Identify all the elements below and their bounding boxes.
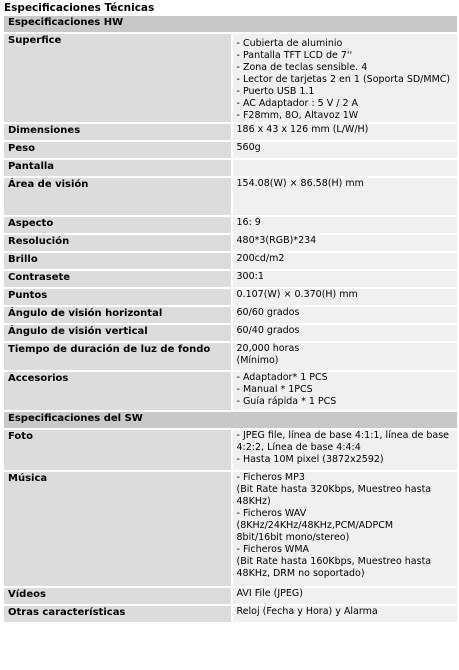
value-line: - Ficheros WMA bbox=[236, 544, 310, 555]
row-label-puntos: Puntos bbox=[4, 289, 231, 305]
row-value-videos: AVI File (JPEG) bbox=[231, 588, 458, 604]
row-label-musica: Música bbox=[4, 472, 231, 586]
section-title-hw: Especificaciones HW bbox=[4, 16, 457, 32]
row-label-aspecto: Aspecto bbox=[4, 217, 231, 233]
row-value-brillo: 200cd/m2 bbox=[231, 253, 458, 269]
row-value-angulo-horizontal: 60/60 grados bbox=[231, 307, 458, 323]
value-line: 20,000 horas bbox=[236, 343, 300, 354]
table-row bbox=[4, 325, 457, 341]
row-value-aspecto: 16: 9 bbox=[231, 217, 458, 233]
row-label-area: Área de visión bbox=[4, 178, 231, 215]
value-line: (Bit Rate hasta 160Kbps, Muestreo hasta bbox=[236, 556, 432, 567]
row-label-angulo-vertical: Ángulo de visión vertical bbox=[4, 325, 231, 341]
value-line: 48KHz) bbox=[236, 496, 271, 507]
list-item: - AC Adaptador : 5 V / 2 A bbox=[236, 98, 359, 109]
section-title-sw: Especificaciones del SW bbox=[4, 412, 457, 428]
list-item: - Zona de teclas sensible. 4 bbox=[236, 62, 368, 73]
section-row-sw bbox=[4, 412, 457, 428]
value-line: (Bit Rate hasta 320Kbps, Muestreo hasta bbox=[236, 484, 432, 495]
row-value-pantalla bbox=[231, 160, 458, 176]
row-label-otras: Otras características bbox=[4, 606, 231, 622]
row-value-foto bbox=[231, 430, 458, 470]
row-value-puntos: 0.107(W) × 0.370(H) mm bbox=[231, 289, 458, 305]
table-row bbox=[4, 430, 457, 470]
table-row bbox=[4, 124, 457, 140]
row-value-musica bbox=[231, 472, 458, 586]
list-item: - Puerto USB 1.1 bbox=[236, 86, 315, 97]
row-label-videos: Vídeos bbox=[4, 588, 231, 604]
row-value-otras: Reloj (Fecha y Hora) y Alarma bbox=[231, 606, 458, 622]
row-label-foto: Foto bbox=[4, 430, 231, 470]
table-row bbox=[4, 289, 457, 305]
row-value-contrasete: 300:1 bbox=[231, 271, 458, 287]
table-row bbox=[4, 235, 457, 251]
row-label-angulo-horizontal: Ángulo de visión horizontal bbox=[4, 307, 231, 323]
table-row bbox=[4, 372, 457, 410]
list-item: - Adaptador* 1 PCS bbox=[236, 372, 328, 383]
row-value-dimensiones: 186 x 43 x 126 mm (L/W/H) bbox=[231, 124, 458, 140]
table-row bbox=[4, 160, 457, 176]
list-item: - Pantalla TFT LCD de 7'' bbox=[236, 50, 353, 61]
value-line: - JPEG file, línea de base 4:1:1, línea de base bbox=[236, 430, 450, 441]
list-item: - Cubierta de aluminio bbox=[236, 38, 343, 49]
row-label-resolucion: Resolución bbox=[4, 235, 231, 251]
row-label-dimensiones: Dimensiones bbox=[4, 124, 231, 140]
row-value-area: 154.08(W) × 86.58(H) mm bbox=[231, 178, 458, 215]
page-title: Especificaciones Técnicas bbox=[4, 2, 155, 14]
table-row bbox=[4, 588, 457, 604]
list-item: - Manual * 1PCS bbox=[236, 384, 313, 395]
value-line: (8KHz/24KHz/48KHz,PCM/ADPCM bbox=[236, 520, 394, 531]
table-row bbox=[4, 343, 457, 370]
section-row-hw bbox=[4, 16, 457, 32]
row-label-superficie: Superfice bbox=[4, 34, 231, 122]
row-value-resolucion: 480*3(RGB)*234 bbox=[231, 235, 458, 251]
value-line: - Hasta 10M pixel (3872x2592) bbox=[236, 454, 384, 465]
table-row bbox=[4, 271, 457, 287]
table-row bbox=[4, 178, 457, 215]
table-row bbox=[4, 142, 457, 158]
row-label-accesorios: Accesorios bbox=[4, 372, 231, 410]
value-line: (Mínimo) bbox=[236, 355, 279, 366]
row-label-peso: Peso bbox=[4, 142, 231, 158]
row-value-superficie bbox=[231, 34, 458, 122]
row-label-tiempo: Tiempo de duración de luz de fondo bbox=[4, 343, 231, 370]
list-item: - Guía rápida * 1 PCS bbox=[236, 396, 337, 407]
table-row bbox=[4, 253, 457, 269]
list-item: - F28mm, 8O, Altavoz 1W bbox=[236, 110, 359, 121]
value-line: - Ficheros MP3 bbox=[236, 472, 305, 483]
value-line: 4:2:2, Línea de base 4:4:4 bbox=[236, 442, 361, 453]
value-line: 48KHz, DRM no soportado) bbox=[236, 568, 365, 579]
row-label-pantalla: Pantalla bbox=[4, 160, 231, 176]
table-row bbox=[4, 472, 457, 586]
value-line: 8bit/16bit mono/stereo) bbox=[236, 532, 350, 543]
row-label-brillo: Brillo bbox=[4, 253, 231, 269]
row-value-tiempo bbox=[231, 343, 458, 370]
table-row bbox=[4, 307, 457, 323]
spec-table bbox=[4, 14, 457, 624]
row-value-peso: 560g bbox=[231, 142, 458, 158]
list-item: - Lector de tarjetas 2 en 1 (Soporta SD/MMC) bbox=[236, 74, 451, 85]
row-value-accesorios bbox=[231, 372, 458, 410]
table-row bbox=[4, 34, 457, 122]
value-line: - Ficheros WAV bbox=[236, 508, 307, 519]
row-value-angulo-vertical: 60/40 grados bbox=[231, 325, 458, 341]
row-label-contrasete: Contrasete bbox=[4, 271, 231, 287]
table-row bbox=[4, 217, 457, 233]
table-row bbox=[4, 606, 457, 622]
